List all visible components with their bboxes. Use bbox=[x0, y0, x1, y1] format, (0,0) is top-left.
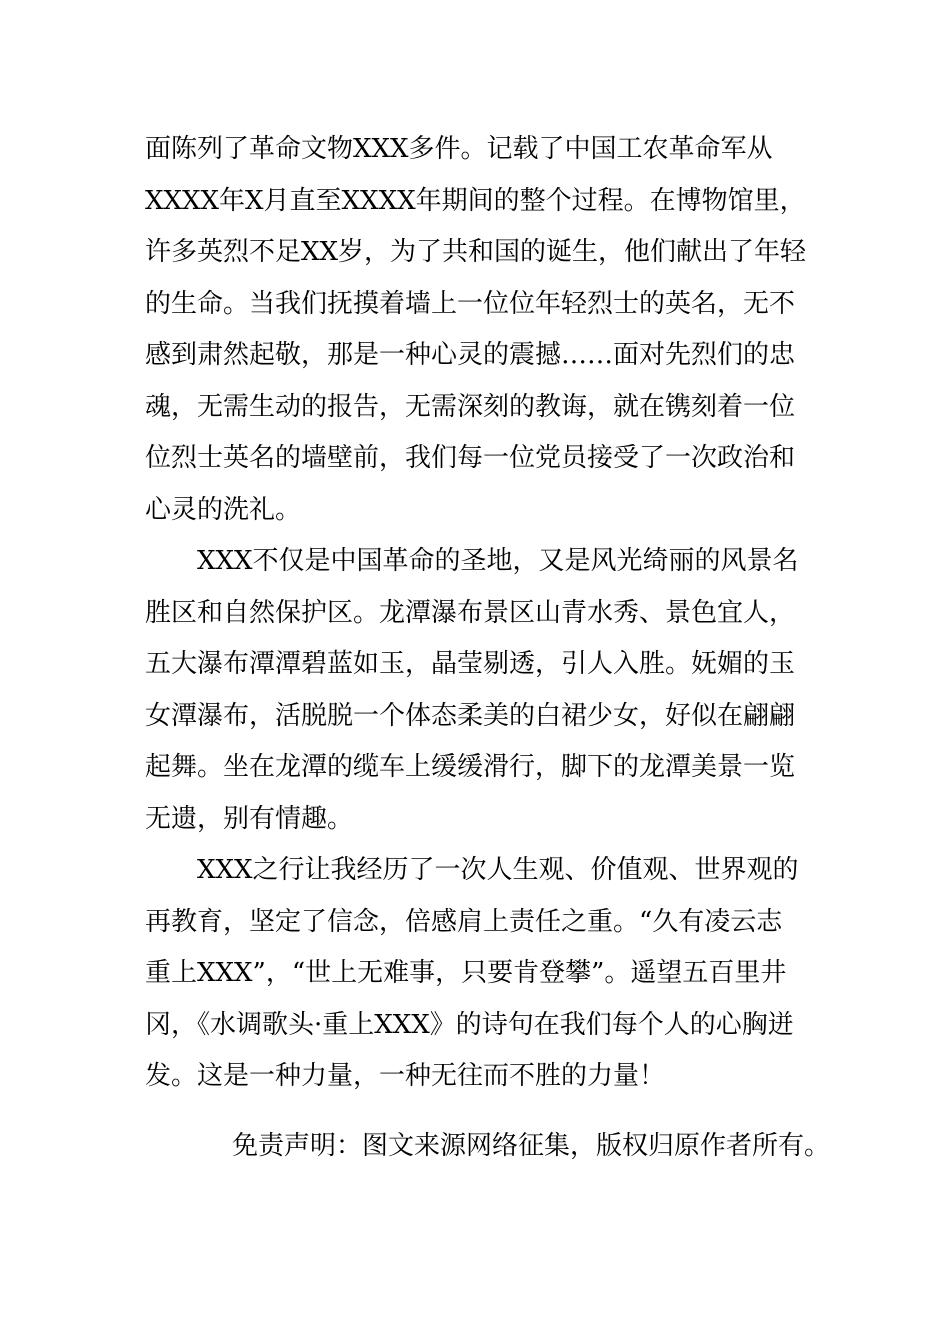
text-line: XXX之行让我经历了一次人生观、价值观、世界观的 bbox=[197, 855, 799, 885]
text-line: 许多英烈不足XX岁，为了共和国的诞生，他们献出了年轻 bbox=[145, 237, 807, 267]
document-body bbox=[145, 124, 815, 1103]
paragraph-2 bbox=[145, 536, 815, 845]
paragraph-1 bbox=[145, 124, 815, 536]
text-line: 起舞。坐在龙潭的缆车上缓缓滑行，脚下的龙潭美景一览 bbox=[145, 752, 796, 782]
paragraph-3 bbox=[145, 845, 815, 1103]
text-line: 五大瀑布潭潭碧蓝如玉，晶莹剔透，引人入胜。妩媚的玉 bbox=[145, 649, 796, 679]
text-line: 感到肃然起敬，那是一种心灵的震撼……面对先烈们的忠 bbox=[145, 340, 796, 370]
text-line: 的生命。当我们抚摸着墙上一位位年轻烈士的英名，无不 bbox=[145, 288, 796, 319]
text-line: 冈，《水调歌头·重上XXX》的诗句在我们每个人的心胸迸 bbox=[145, 1009, 794, 1040]
text-line: XXXX年X月直至XXXX年期间的整个过程。在博物馆里， bbox=[145, 185, 806, 216]
text-line: 魂，无需生动的报告，无需深刻的教诲，就在镌刻着一位 bbox=[145, 391, 796, 422]
text-line: 位烈士英名的墙壁前，我们每一位党员接受了一次政治和 bbox=[145, 443, 796, 473]
disclaimer-text: 免责声明：图文来源网络征集，版权归原作者所有。 bbox=[232, 1131, 831, 1161]
text-line: 无遗，别有情趣。 bbox=[145, 803, 354, 834]
text-line: 重上XXX”，“世上无难事，只要肯登攀”。遥望五百里井 bbox=[145, 958, 787, 988]
text-line: 再教育，坚定了信念，倍感肩上责任之重。“久有凌云志 bbox=[145, 906, 783, 937]
text-line: 女潭瀑布，活脱脱一个体态柔美的白裙少女，好似在翩翩 bbox=[145, 700, 796, 731]
text-line: 心灵的洗礼。 bbox=[145, 494, 302, 525]
text-line: 面陈列了革命文物XXX多件。记载了中国工农革命军从 bbox=[145, 134, 773, 164]
text-line: 胜区和自然保护区。龙潭瀑布景区山青水秀、景色宜人， bbox=[145, 597, 796, 628]
text-line: XXX不仅是中国革命的圣地，又是风光绮丽的风景名 bbox=[197, 546, 799, 576]
text-line: 发。这是一种力量，一种无往而不胜的力量！ bbox=[145, 1061, 666, 1091]
